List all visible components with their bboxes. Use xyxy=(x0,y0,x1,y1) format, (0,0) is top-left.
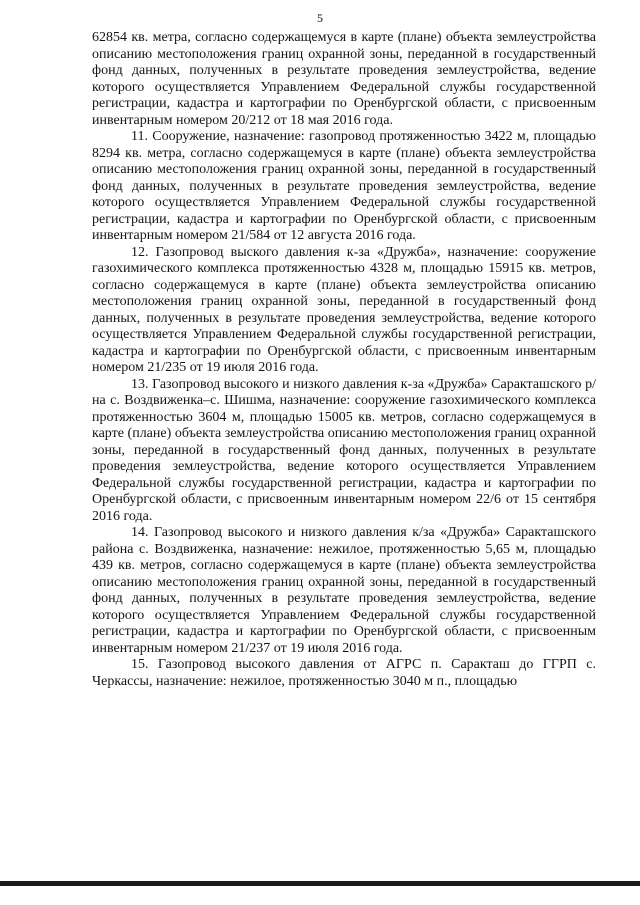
paragraph-item-14: 14. Газопровод высокого и низкого давления к/за «Дружба» Саракташского района с. Воздвиженка, назначение: нежилое, протяженностью 5,65 м, площадью 439 кв. метров, согласно содержащемуся в карте (плане) объекта землеустройства описанию местоположения границ охранной зоны, переданной в государственный фонд данных, полученных в результате проведения землеустройства, ведение которого осуществляется Управлением Федеральной службы государственной регистрации, кадастра и картографии по Оренбургской области, с присвоенным инвентарным номером 21/237 от 19 июля 2016 года. xyxy=(92,525,596,656)
document-body xyxy=(92,30,596,690)
paragraph-continuation: 62854 кв. метра, согласно содержащемуся в карте (плане) объекта землеустройства описанию местоположения границ охранной зоны, переданной в государственный фонд данных, полученных в результате проведения землеустройства, ведение которого осуществляется Управлением Федеральной службы государственной регистрации, кадастра и картографии по Оренбургской области, с присвоенным инвентарным номером 20/212 от 18 мая 2016 года. xyxy=(92,30,596,128)
paragraph-item-11: 11. Сооружение, назначение: газопровод протяженностью 3422 м, площадью 8294 кв. метра, согласно содержащемуся в карте (плане) объекта землеустройства описанию местоположения границ охранной зоны, переданной в государственный фонд данных, полученных в результате проведения землеустройства, ведение которого осуществляется Управлением Федеральной службы государственной регистрации, кадастра и картографии по Оренбургской области, с присвоенным инвентарным номером 21/584 от 12 августа 2016 года. xyxy=(92,129,596,243)
paragraph-item-12: 12. Газопровод выского давления к-за «Дружба», назначение: сооружение газохимического комплекса протяженностью 4328 м, площадью 15915 кв. метров, согласно содержащемуся в карте (плане) объекта землеустройства описанию местоположения границ охранной зоны, переданной в государственный фонд данных, полученных в результате проведения землеустройства, ведение которого осуществляется Управлением Федеральной службы государственной регистрации, кадастра и картографии по Оренбургской области, с присвоенным инвентарным номером 21/235 от 19 июля 2016 года. xyxy=(92,244,596,375)
paragraph-item-13: 13. Газопровод высокого и низкого давления к-за «Дружба» Саракташского р/на с. Воздвиженка–с. Шишма, назначение: сооружение газохимического комплекса протяженностью 3604 м, площадью 15005 кв. метров, согласно содержащемуся в карте (плане) объекта землеустройства описанию местоположения границ охранной зоны, переданной в государственный фонд данных, полученных в результате проведения землеустройства, ведение которого осуществляется Управлением Федеральной службы государственной регистрации, кадастра и картографии по Оренбургской области, с присвоенным инвентарным номером 22/6 от 15 сентября 2016 года. xyxy=(92,376,596,524)
page-number: 5 xyxy=(317,11,323,25)
bottom-divider xyxy=(0,881,640,886)
paragraph-item-15: 15. Газопровод высокого давления от АГРС п. Саракташ до ГГРП с. Черкассы, назначение: нежилое, протяженностью 3040 м п., площадью xyxy=(92,657,596,689)
